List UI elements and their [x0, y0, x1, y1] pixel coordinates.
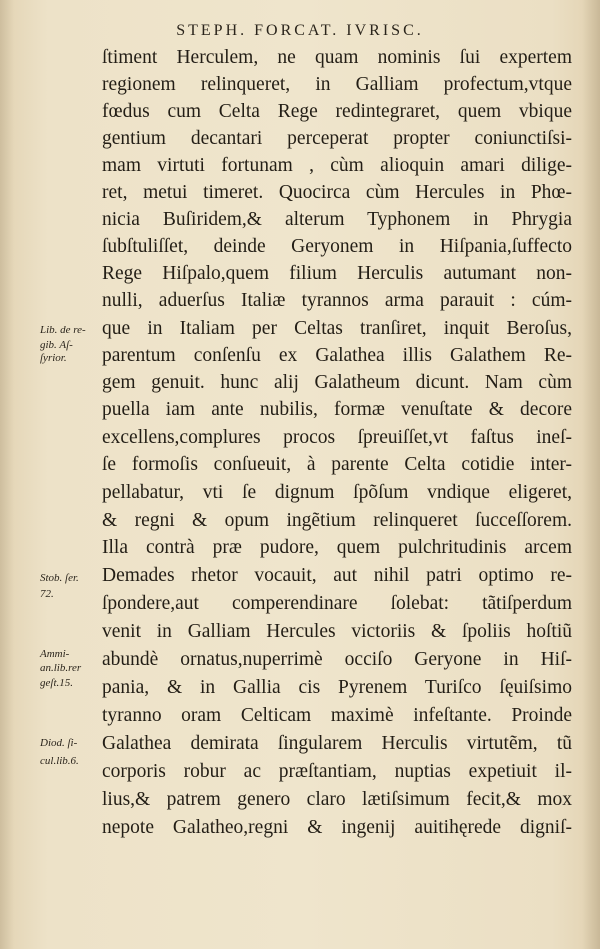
page-gutter-shadow — [0, 0, 14, 949]
text-line-23: abundè ornatus,nuperrimè occiſo Geryone in Hiſ- — [102, 649, 572, 670]
text-line-20: Demades rhetor vocauit, aut nihil patri optimo re- — [102, 565, 572, 586]
margin-note-line: Stob. ſer. — [40, 572, 79, 584]
text-line-9: Rege Hiſpalo,quem filium Herculis autumant non- — [102, 263, 572, 284]
margin-note-line: ſyrior. — [40, 352, 67, 364]
text-line-2: regionem relinqueret, in Galliam profectum,vtque — [102, 74, 572, 95]
margin-note-line: an.lib.rer — [40, 662, 82, 674]
text-line-11: que in Italiam per Celtas tranſiret, inquit Beroſus, — [102, 318, 572, 339]
text-line-13: gem genuit. hunc alij Galatheum dicunt. Nam cùm — [102, 372, 572, 393]
text-line-26: Galathea demirata ſingularem Herculis virtutẽm, tũ — [102, 733, 572, 754]
margin-note-berosus — [40, 324, 100, 364]
text-line-4: gentium decantari perceperat propter coniunctiſsi- — [102, 128, 572, 149]
running-header: STEPH. FORCAT. IVRISC. — [176, 22, 424, 39]
text-line-5: mam virtuti fortunam , cùm alioquin amari dilige- — [102, 155, 572, 176]
text-line-6: ret, metui timeret. Quocirca cùm Hercules in Phœ- — [102, 182, 572, 203]
text-line-8: ſubſtuliſſet, deinde Geryonem in Hiſpania,ſuffecto — [102, 236, 572, 257]
text-line-19: Illa contrà præ pudore, quem pulchritudinis arcem — [102, 537, 572, 558]
margin-note-line: Ammi- — [40, 648, 70, 660]
text-line-7: nicia Buſiridem,& alterum Typhonem in Phrygia — [102, 209, 572, 230]
text-line-24: pania, & in Gallia cis Pyrenem Turiſco ſęuiſsimo — [102, 677, 572, 698]
margin-note-line: 72. — [40, 588, 54, 600]
text-line-14: puella iam ante nubilis, formæ venuſtate & decore — [102, 399, 572, 420]
page-edge-shadow — [582, 0, 600, 949]
text-line-1: ſtiment Herculem, ne quam nominis ſui expertem — [102, 47, 572, 68]
text-line-25: tyranno oram Celticam maximè infeſtante. Proinde — [102, 705, 572, 726]
margin-note-ammianus — [40, 648, 100, 689]
margin-note-line: cul.lib.6. — [40, 755, 79, 767]
text-line-21: ſpondere,aut comperendinare ſolebat: tãtiſperdum — [102, 593, 572, 614]
text-line-29: nepote Galatheo,regni & ingenij auitihęrede digniſ- — [102, 817, 572, 838]
text-line-27: corporis robur ac præſtantiam, nuptias expetiuit il- — [102, 761, 572, 782]
text-line-28: lius,& patrem genero claro lætiſsimum fecit,& mox — [102, 789, 572, 810]
margin-note-line: geſt.15. — [40, 677, 73, 689]
margin-note-diodorus — [40, 737, 100, 767]
margin-note-stobaeus — [40, 572, 100, 600]
text-line-17: pellabatur, vti ſe dignum ſpõſum vndique eligeret, — [102, 482, 572, 503]
text-line-16: ſe formoſis conſueuit, à parente Celta cotidie inter- — [102, 454, 572, 475]
text-line-3: fœdus cum Celta Rege redintegraret, quem vbique — [102, 101, 572, 122]
text-line-18: & regni & opum ingẽtium relinqueret ſucceſſorem. — [102, 510, 572, 531]
text-line-10: nulli, aduerſus Italiæ tyrannos arma parauit : cúm- — [102, 290, 572, 311]
margin-note-line: Lib. de re- — [40, 324, 86, 336]
margin-note-line: gib. Aſ- — [40, 339, 73, 351]
text-line-15: excellens,complures procos ſpreuiſſet,vt faſtus ineſ- — [102, 427, 572, 448]
text-line-22: venit in Galliam Hercules victoriis & ſpoliis hoſtiũ — [102, 621, 572, 642]
text-line-12: parentum conſenſu ex Galathea illis Galathem Re- — [102, 345, 572, 366]
margin-note-line: Diod. ſi- — [40, 737, 78, 749]
